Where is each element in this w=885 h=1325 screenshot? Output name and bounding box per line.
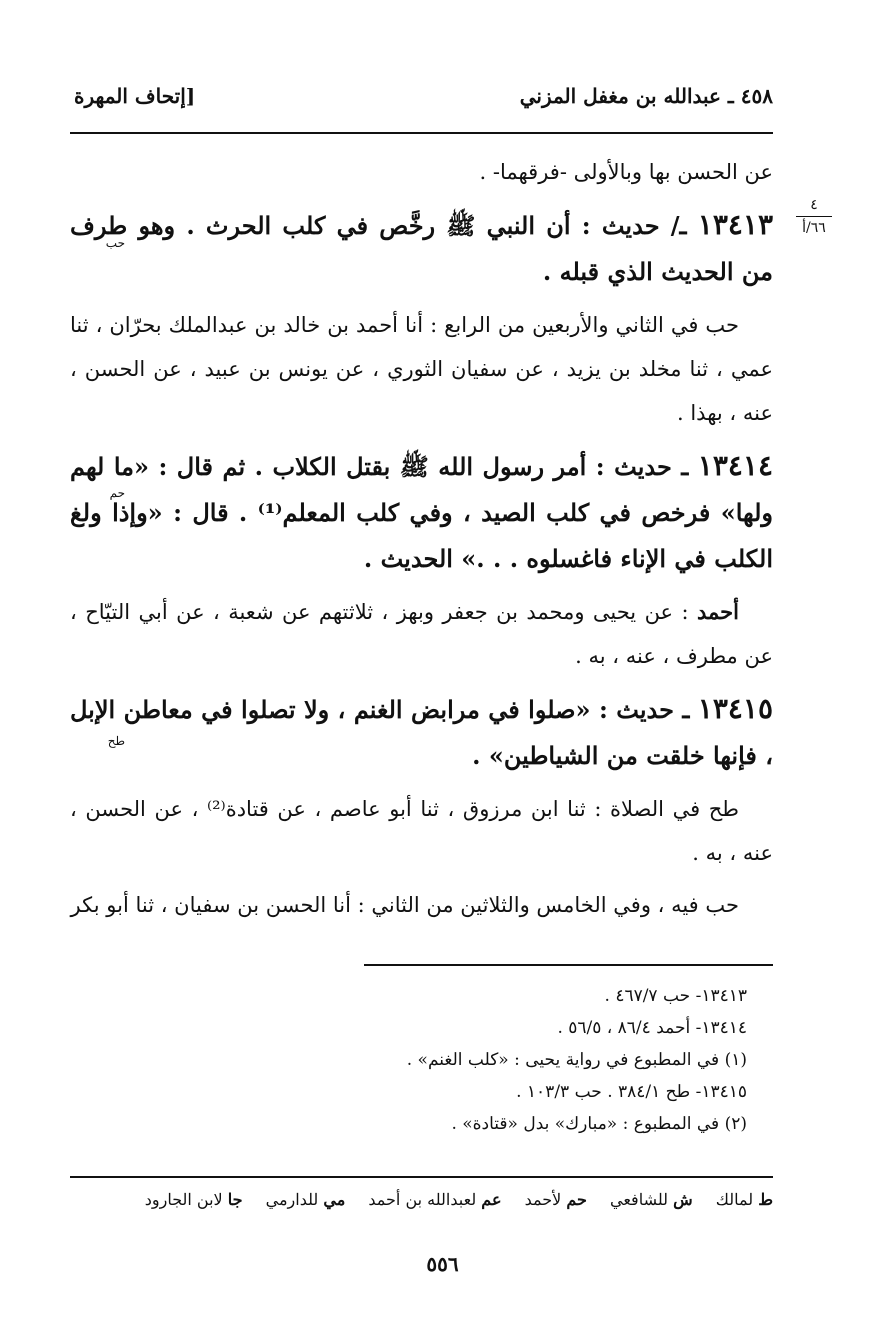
margin-ref-bottom: ٦٦/أ	[802, 220, 826, 236]
isnad-paragraph: طح في الصلاة : ثنا ابن مرزوق ، ثنا أبو عاصم ، عن قتادة⁽²⁾ ، عن الحسن ، عنه ، به .	[70, 797, 773, 865]
hadith-text: ـ حديث : أمر رسول الله ﷺ بقتل الكلاب . ثم قال : «ما لهم ولها» فرخص في كلب الصيد ، وفي كلب المعلم⁽¹⁾ . قال : «وإذا ولغ الكلب في الإناء فاغسلوه . . .» الحديث .	[70, 452, 773, 573]
abbreviation-item: عم لعبدالله بن أحمد	[368, 1190, 502, 1209]
isnad-paragraph: حب فيه ، وفي الخامس والثلاثين من الثاني : أنا الحسن بن سفيان ، ثنا أبو بكر	[70, 893, 739, 917]
hadith-entry	[70, 443, 773, 582]
abbreviation-item: ط لمالك	[715, 1190, 773, 1209]
abbreviation-item: مي للدارمي	[265, 1190, 346, 1209]
abbreviations-rule	[70, 1176, 773, 1178]
hadith-text: ـ حديث : «صلوا في مرابض الغنم ، ولا تصلوا في معاطن الإبل ، فإنها خلقت من الشياطين» .	[70, 695, 773, 770]
hadith-number: ١٣٤١٤	[697, 449, 773, 482]
hadith-text: ـ/ حديث : أن النبي ﷺ رخَّص في كلب الحرث . وهو طرف من الحديث الذي قبله .	[70, 211, 773, 286]
footnote: ١٣٤١٤- أحمد ٨٦/٤ ، ٥٦/٥ .	[557, 1018, 747, 1038]
footnote: (١) في المطبوع في رواية يحيى : «كلب الغنم» .	[406, 1050, 747, 1070]
page-number: ٥٥٦	[426, 1252, 459, 1276]
running-header-title: ٤٥٨ ـ عبدالله بن مغفل المزني	[519, 84, 773, 108]
running-header-book: [إتحاف المهرة	[74, 84, 196, 108]
footnotes	[200, 980, 747, 1140]
source-label: أحمد	[697, 599, 739, 624]
isnad-text: : عن يحيى ومحمد بن جعفر وبهز ، ثلاثتهم عن شعبة ، عن أبي التيّاح ، عن مطرف ، عنه ، به .	[70, 600, 773, 668]
abbreviation-item: حم لأحمد	[524, 1190, 587, 1209]
hadith-entry	[70, 202, 773, 295]
footnote: ١٣٤١٣- حب ٤٦٧/٧ .	[604, 986, 747, 1006]
abbreviation-item: جا لابن الجارود	[144, 1190, 243, 1209]
abbreviations-key	[70, 1190, 773, 1209]
abbreviation-item: ش للشافعي	[610, 1190, 693, 1209]
text-paragraph: عن الحسن بها وبالأولى -فرقهما- .	[479, 160, 773, 184]
hadith-number: ١٣٤١٣	[697, 208, 773, 241]
header-rule	[70, 132, 773, 134]
hadith-source-tag: حم	[109, 486, 125, 500]
main-text	[70, 150, 773, 935]
footnote: (٢) في المطبوع : «مبارك» بدل «قتادة» .	[451, 1114, 747, 1134]
hadith-entry	[70, 686, 773, 779]
margin-ref-line	[796, 216, 832, 217]
footnote: ١٣٤١٥- طح ٣٨٤/١ . حب ١٠٣/٣ .	[516, 1082, 747, 1102]
margin-manuscript-ref	[792, 196, 836, 237]
hadith-source-tag: طح	[107, 734, 125, 748]
hadith-source-tag: حب	[105, 236, 125, 250]
footnote-rule	[364, 964, 773, 966]
hadith-number: ١٣٤١٥	[697, 692, 773, 725]
margin-ref-top: ٤	[810, 197, 818, 213]
isnad-paragraph: حب في الثاني والأربعين من الرابع : أنا أحمد بن خالد بن عبدالملك بحرّان ، ثنا عمي ، ثنا مخلد بن يزيد ، عن سفيان الثوري ، عن يونس بن عبيد ، عن الحسن ، عنه ، بهذا .	[70, 313, 773, 425]
isnad-paragraph	[70, 590, 773, 678]
